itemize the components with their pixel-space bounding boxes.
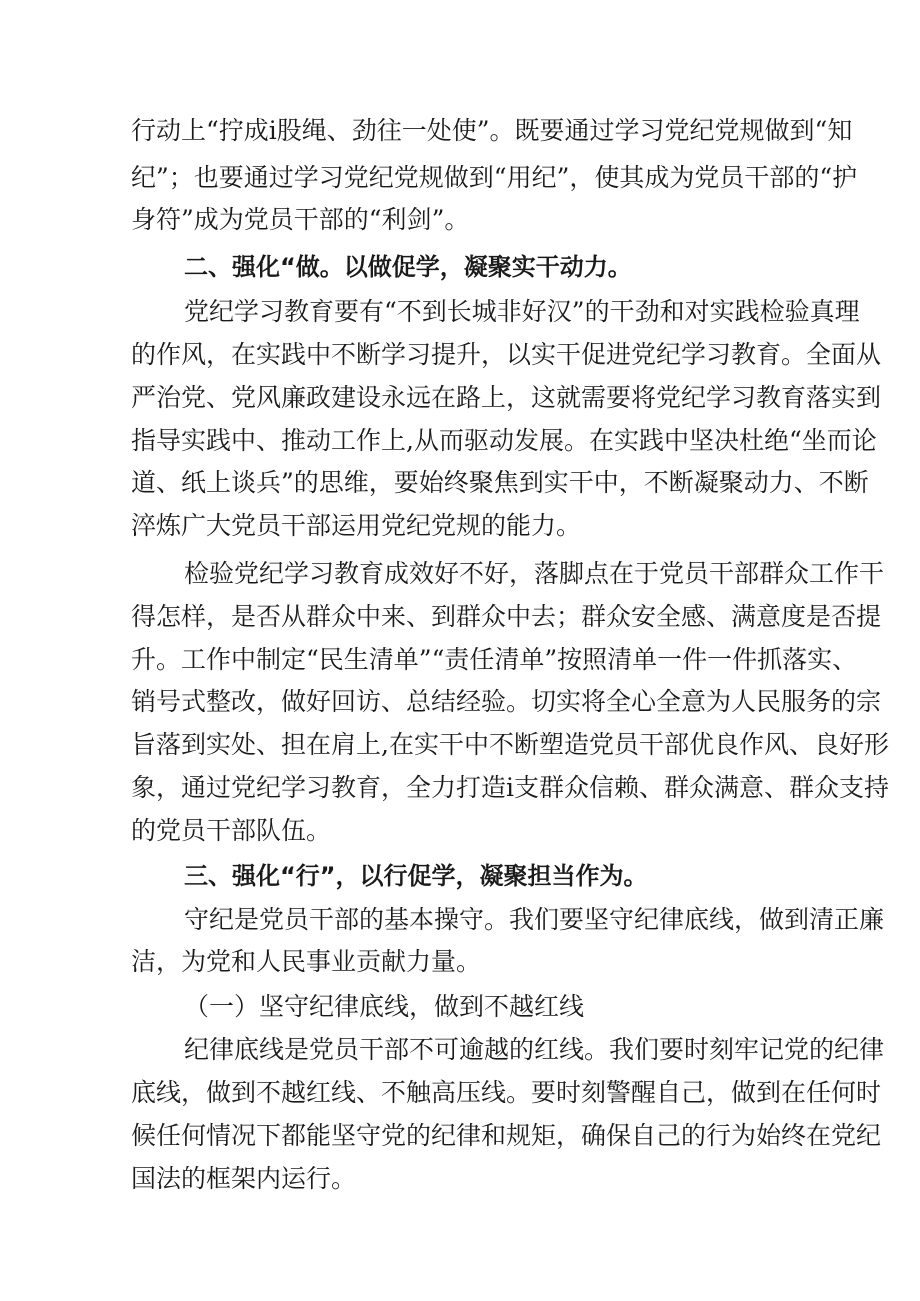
section-heading: 三、强化“行”，以行促学，凝聚担当作为。 [184,862,648,890]
paragraph-line: 道、纸上谈兵”的思维，要始终聚焦到实干中，不断凝聚动力、不断 [131,468,869,497]
paragraph-line: 的作风，在实践中不断学习提升，以实干促进党纪学习教育。全面从 [131,340,882,369]
paragraph-line: 守纪是党员干部的基本操守。我们要坚守纪律底线，做到清正廉 [184,905,885,934]
paragraph-line: 淬炼广大党员干部运用党纪党规的能力。 [131,511,582,540]
paragraph-line: 严治党、党风廉政建设永远在路上，这就需要将党纪学习教育落实到 [131,383,882,412]
paragraph-line: 党纪学习教育要有“不到长城非好汉”的干劲和对实践检验真理 [184,297,860,326]
paragraph-line: 身符”成为党员干部的“利剑”。 [131,205,470,234]
paragraph-line: 检验党纪学习教育成效好不好，落脚点在于党员干部群众工作干 [184,559,885,588]
subsection-heading: （一）坚守纪律底线，做到不越红线 [184,992,585,1021]
paragraph-line: 洁，为党和人民事业贡献力量。 [131,947,482,976]
paragraph-line: 行动上“拧成i股绳、劲往一处使”。既要通过学习党纪党规做到“知 [131,116,853,145]
paragraph-line: 国法的框架内运行。 [131,1164,357,1193]
paragraph-line: 的党员干部队伍。 [131,816,332,845]
section-heading: 二、强化“做。以做促学，凝聚实干动力。 [184,253,632,281]
paragraph-line: 底线，做到不越红线、不触高压线。要时刻警醒自己，做到在任何时 [131,1078,882,1107]
paragraph-line: 纪”；也要通过学习党纪党规做到“用纪”，使其成为党员干部的“护 [131,163,858,192]
paragraph-line: 象，通过党纪学习教育，全力打造i支群众信赖、群众满意、群众支持 [131,773,889,802]
paragraph-line: 旨落到实处、担在肩上,在实干中不断塑造党员干部优良作风、良好形 [131,730,889,759]
paragraph-line: 销号式整改，做好回访、总结经验。切实将全心全意为人民服务的宗 [131,687,882,716]
paragraph-line: 指导实践中、推动工作上,从而驱动发展。在实践中坚决杜绝“坐而论 [131,426,877,455]
paragraph-line: 升。工作中制定“民生清单”“责任清单”按照清单一件一件抓落实、 [131,645,858,674]
paragraph-line: 纪律底线是党员干部不可逾越的红线。我们要时刻牢记党的纪律 [184,1035,885,1064]
paragraph-line: 得怎样，是否从群众中来、到群众中去；群众安全感、满意度是否提 [131,602,882,631]
paragraph-line: 候任何情况下都能坚守党的纪律和规矩，确保自己的行为始终在党纪 [131,1121,882,1150]
